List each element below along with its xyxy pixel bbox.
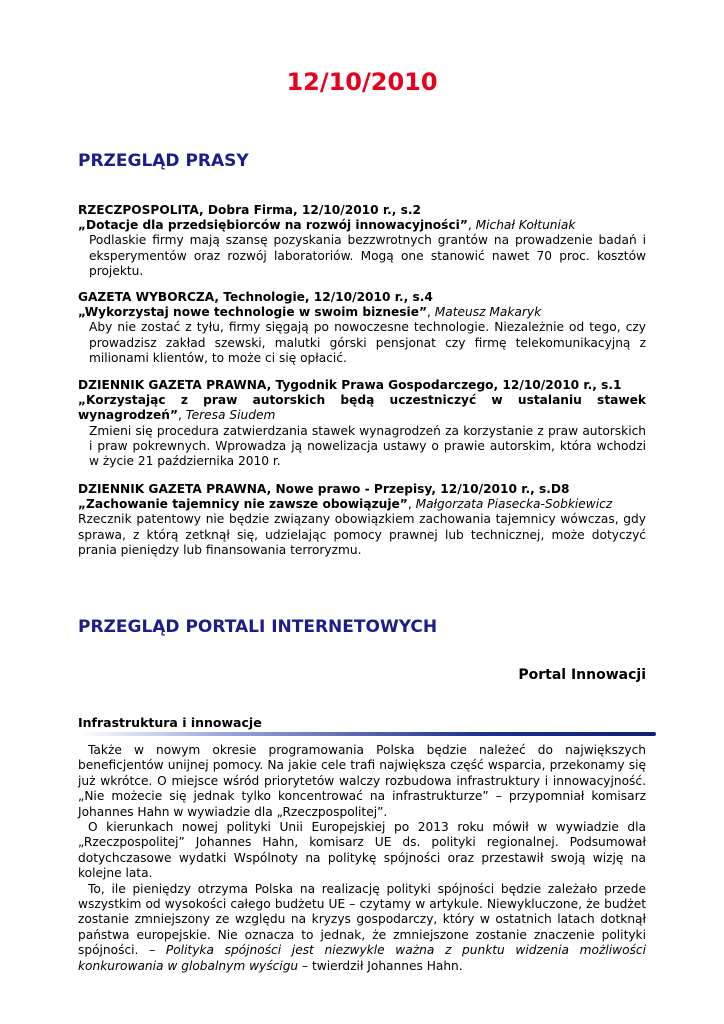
- portal-name: Portal Innowacji: [518, 667, 646, 683]
- portal-article-body: [78, 743, 646, 974]
- article-headline: „Dotacje dla przedsiębiorców na rozwój innowacyjności”: [78, 218, 468, 233]
- article-author: Teresa Siudem: [185, 408, 276, 423]
- body-paragraph: Także w nowym okresie programowania Polska będzie należeć do największych beneficjentów unijnej pomocy. Na jakie cele trafi największa część wsparcia, przekonamy się już wkrótce. O miejsce wśród priorytetów walczy rozbudowa infrastruktury i innowacyjność. „Nie możecie się jednak tylko koncentrować na infrastrukturze” – przypomniał komisarz Johannes Hahn w wywiadzie dla „Rzeczpospolitej”.: [78, 743, 646, 819]
- body-paragraph: O kierunkach nowej polityki Unii Europejskiej po 2013 roku mówił w wywiadzie dla „Rzeczpospolitej” Johannes Hahn, komisarz UE ds. polityki regionalnej. Podsumował dotychczasowe wydatki Wspólnoty na politykę spójności oraz przestawił swoją wizję na kolejne lata.: [78, 820, 646, 881]
- press-article: [78, 290, 646, 366]
- article-author: Mateusz Makaryk: [434, 305, 542, 320]
- article-summary: Zmieni się procedura zatwierdzania stawek wynagrodzeń za korzystanie z praw autorskich i praw pokrewnych. Wprowadza ją nowelizacja ustawy o prawie autorskim, która wchodzi w życie 21 października 2010 r.: [89, 423, 646, 469]
- body-text-segment: To, ile pieniędzy otrzyma Polska na realizację polityki spójności będzie zależało przede wszystkim od wysokości całego budżetu UE – czytamy w artykule. Niewykluczone, że budżet zostanie zmniejszony ze względu na kryzys gospodarczy, który w ostatnich latach dotknął państwa europejskie. Nie oznacza to jednak, że zmniejszone zostanie znaczenie polityki spójności. –: [78, 881, 646, 958]
- article-summary: Rzecznik patentowy nie będzie związany obowiązkiem zachowania tajemnicy wówczas, gdy sprawa, z którą zetknął się, udzielając pomocy prawnej lub technicznej, może dotyczyć prania pieniędzy lub finansowania terroryzmu.: [78, 512, 646, 557]
- title-underline-rule: [78, 732, 656, 736]
- article-author: Małgorzata Piasecka-Sobkiewicz: [415, 497, 613, 512]
- article-summary: Podlaskie firmy mają szansę pozyskania bezzwrotnych grantów na prowadzenie badań i eksperymentów oraz rozwój laboratoriów. Mogą one stanowić nawet 70 proc. kosztów projektu.: [89, 233, 646, 278]
- article-source: RZECZPOSPOLITA, Dobra Firma, 12/10/2010 r., s.2: [78, 203, 422, 217]
- press-article: [78, 482, 646, 558]
- body-paragraph: [78, 882, 646, 974]
- press-article: [78, 203, 646, 279]
- body-text-segment: – twierdził Johannes Hahn.: [298, 958, 463, 973]
- section-title-portals-review: PRZEGLĄD PORTALI INTERNETOWYCH: [78, 617, 438, 637]
- article-summary: Aby nie zostać z tyłu, firmy sięgają po nowoczesne technologie. Niezależnie od tego, czy prowadzisz zakład szewski, malutki górski pensjonat czy firmę telekomunikacyjną z milionami klientów, to może ci się opłacić.: [89, 320, 646, 365]
- portal-article-title: Infrastruktura i innowacje: [78, 715, 262, 730]
- press-article: [78, 378, 646, 469]
- article-headline-line: „Wykorzystaj nowe technologie w swoim biznesie”, Mateusz Makaryk: [78, 305, 542, 320]
- article-headline: „Zachowanie tajemnicy nie zawsze obowiązuje”: [78, 497, 408, 512]
- article-headline-line: „Dotacje dla przedsiębiorców na rozwój innowacyjności”, Michał Kołtuniak: [78, 218, 576, 233]
- article-headline: „Korzystając z praw autorskich będą uczestniczyć w ustalaniu stawek wynagrodzeń”: [78, 393, 646, 423]
- article-headline-line: „Korzystając z praw autorskich będą uczestniczyć w ustalaniu stawek wynagrodzeń”, Teresa Siudem: [78, 393, 646, 423]
- article-headline-line: „Zachowanie tajemnicy nie zawsze obowiązuje”, Małgorzata Piasecka-Sobkiewicz: [78, 497, 613, 512]
- article-author: Michał Kołtuniak: [475, 218, 576, 233]
- article-source: DZIENNIK GAZETA PRAWNA, Nowe prawo - Przepisy, 12/10/2010 r., s.D8: [78, 482, 570, 496]
- section-title-press-review: PRZEGLĄD PRASY: [78, 151, 249, 171]
- article-source: DZIENNIK GAZETA PRAWNA, Tygodnik Prawa Gospodarczego, 12/10/2010 r., s.1: [78, 378, 622, 392]
- article-headline: „Wykorzystaj nowe technologie w swoim biznesie”: [78, 305, 428, 320]
- body-quote: Polityka spójności jest niezwykle ważna z punktu widzenia możliwości konkurowania w globalnym wyścigu: [78, 943, 646, 973]
- document-date: 12/10/2010: [286, 68, 438, 96]
- article-source: GAZETA WYBORCZA, Technologie, 12/10/2010 r., s.4: [78, 290, 433, 304]
